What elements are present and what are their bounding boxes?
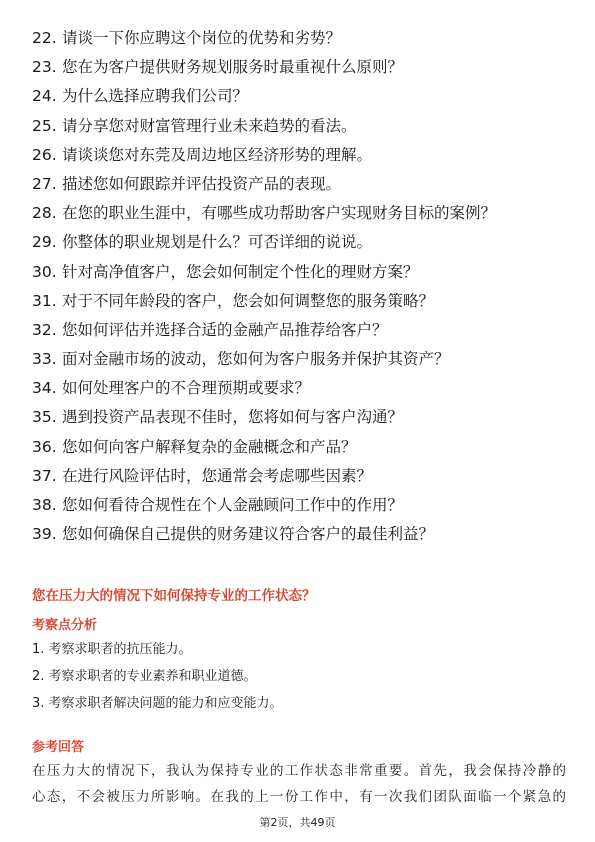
- list-item: [32, 231, 572, 260]
- list-item: [32, 523, 572, 552]
- question-text: 针对高净值客户，您会如何制定个性化的理财方案？: [62, 262, 419, 281]
- list-item: [32, 290, 572, 319]
- question-text: 您如何看待合规性在个人金融顾问工作中的作用？: [62, 496, 404, 514]
- question-number: 28.: [32, 204, 57, 223]
- question-number: 31.: [32, 291, 57, 310]
- question-number: 37.: [32, 466, 57, 485]
- list-item: [32, 261, 572, 290]
- question-text: 你整体的职业规划是什么？可否详细的说说。: [62, 233, 373, 252]
- list-item: [32, 465, 572, 494]
- page-number: 第2页，共49页: [259, 816, 336, 829]
- analysis-point: 2. 考察求职者的专业素养和职业道德。: [32, 669, 257, 684]
- question-list: [32, 27, 572, 552]
- answer-line: 在压力大的情况下，我认为保持专业的工作状态非常重要。首先，我会保持冷静的: [32, 763, 566, 779]
- question-text: 面对金融市场的波动，您如何为客户服务并保护其资产？: [62, 350, 450, 369]
- list-item: [32, 85, 572, 114]
- list-item: [32, 27, 572, 56]
- question-text: 请分享您对财富管理行业未来趋势的看法。: [62, 116, 357, 135]
- question-text: 在您的职业生涯中，有哪些成功帮助客户实现财务目标的案例？: [62, 204, 497, 223]
- question-number: 38.: [32, 496, 57, 514]
- analysis-points: [32, 640, 283, 721]
- list-item: [32, 494, 572, 523]
- list-item: [32, 348, 572, 377]
- answer-line: 心态，不会被压力所影响。在我的上一份工作中，有一次我们团队面临一个紧急的: [32, 789, 566, 805]
- featured-question-title: 您在压力大的情况下如何保持专业的工作状态？: [32, 588, 316, 604]
- question-number: 25.: [32, 116, 57, 135]
- question-text: 遇到投资产品表现不佳时，您将如何与客户沟通？: [62, 408, 404, 427]
- list-item: [32, 115, 572, 144]
- question-number: 33.: [32, 350, 57, 369]
- question-text: 请谈谈您对东莞及周边地区经济形势的理解。: [62, 145, 373, 164]
- question-number: 36.: [32, 437, 57, 456]
- question-text: 您如何向客户解释复杂的金融概念和产品？: [62, 437, 357, 456]
- question-text: 为什么选择应聘我们公司？: [62, 87, 249, 106]
- answer-heading: 参考回答: [32, 740, 85, 755]
- question-number: 39.: [32, 525, 57, 544]
- analysis-point: 1. 考察求职者的抗压能力。: [32, 642, 192, 657]
- analysis-point: 3. 考察求职者解决问题的能力和应变能力。: [32, 696, 283, 711]
- question-number: 34.: [32, 379, 57, 398]
- question-number: 24.: [32, 87, 57, 106]
- answer-paragraph: [32, 758, 566, 810]
- question-number: 26.: [32, 145, 57, 164]
- question-text: 您如何确保自己提供的财务建议符合客户的最佳利益？: [62, 525, 435, 544]
- question-number: 23.: [32, 58, 57, 77]
- question-text: 对于不同年龄段的客户，您会如何调整您的服务策略？: [62, 291, 435, 310]
- list-item: [32, 202, 572, 231]
- question-text: 您在为客户提供财务规划服务时最重视什么原则？: [62, 58, 404, 77]
- question-number: 35.: [32, 408, 57, 427]
- list-item: [32, 406, 572, 435]
- question-number: 32.: [32, 320, 57, 339]
- question-number: 22.: [32, 29, 57, 47]
- question-number: 30.: [32, 262, 57, 281]
- list-item: [32, 173, 572, 202]
- question-text: 描述您如何跟踪并评估投资产品的表现。: [62, 174, 342, 193]
- analysis-heading: 考察点分析: [32, 618, 98, 633]
- question-text: 在进行风险评估时，您通常会考虑哪些因素？: [62, 466, 373, 485]
- question-number: 29.: [32, 233, 57, 252]
- list-item: [32, 377, 572, 406]
- question-text: 如何处理客户的不合理预期或要求？: [62, 379, 311, 398]
- question-number: 27.: [32, 174, 57, 193]
- list-item: [32, 436, 572, 465]
- question-text: 您如何评估并选择合适的金融产品推荐给客户？: [62, 320, 388, 339]
- list-item: [32, 319, 572, 348]
- list-item: [32, 144, 572, 173]
- question-text: 请谈一下你应聘这个岗位的优势和劣势？: [62, 29, 342, 47]
- list-item: [32, 56, 572, 85]
